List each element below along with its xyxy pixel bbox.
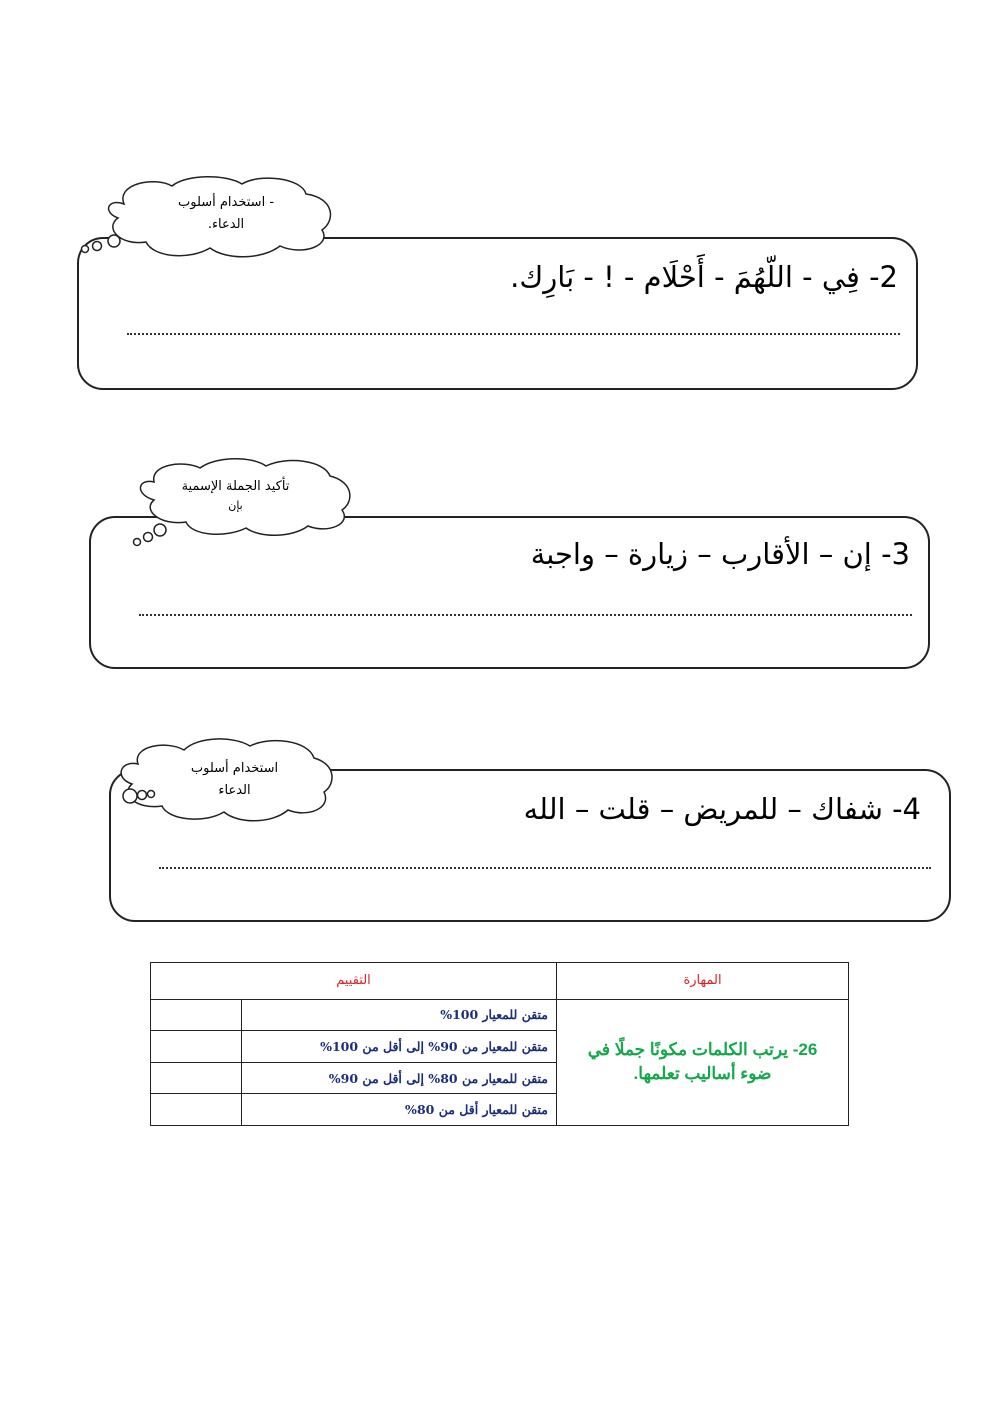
thought-cloud-3 [128,458,358,546]
answer-line-4[interactable] [159,867,931,869]
evaluation-header: التقييم [151,963,557,1000]
cloud-hint-3: تأكيد الجملة الإسمية بإن [181,479,290,512]
exercise-sentence-2: 2- فِي - اللّهُمَ - أَحْلَام - ! - بَارِك. [510,260,898,294]
skill-header: المهارة [557,963,849,1000]
rubric-table [150,962,849,1126]
score-cell-2[interactable] [151,1031,242,1063]
exercise-sentence-3: 3- إن – الأقارب – زيارة – واجبة [530,537,910,571]
criterion-4: متقن للمعيار أقل من 80% [242,1094,557,1126]
skill-description: 26- يرتب الكلمات مكونًا جملًا في ضوء أساليب تعلمها. [557,999,849,1125]
score-cell-3[interactable] [151,1062,242,1094]
criterion-2: متقن للمعيار من 90% إلى أقل من 100% [242,1031,557,1063]
criterion-1: متقن للمعيار 100% [242,999,557,1031]
thought-cloud-2 [76,176,336,256]
exercise-sentence-4: 4- شفاك – للمريض – قلت – الله [523,792,921,826]
answer-line-3[interactable] [139,614,912,616]
criterion-3: متقن للمعيار من 80% إلى أقل من 90% [242,1062,557,1094]
score-cell-4[interactable] [151,1094,242,1126]
thought-cloud-4 [110,738,335,828]
cloud-hint-2: - استخدام أسلوب الدعاء. [177,195,275,232]
cloud-hint-4: استخدام أسلوب الدعاء [190,761,279,798]
answer-line-2[interactable] [127,333,900,335]
score-cell-1[interactable] [151,999,242,1031]
exercise-box-2 [77,237,918,390]
